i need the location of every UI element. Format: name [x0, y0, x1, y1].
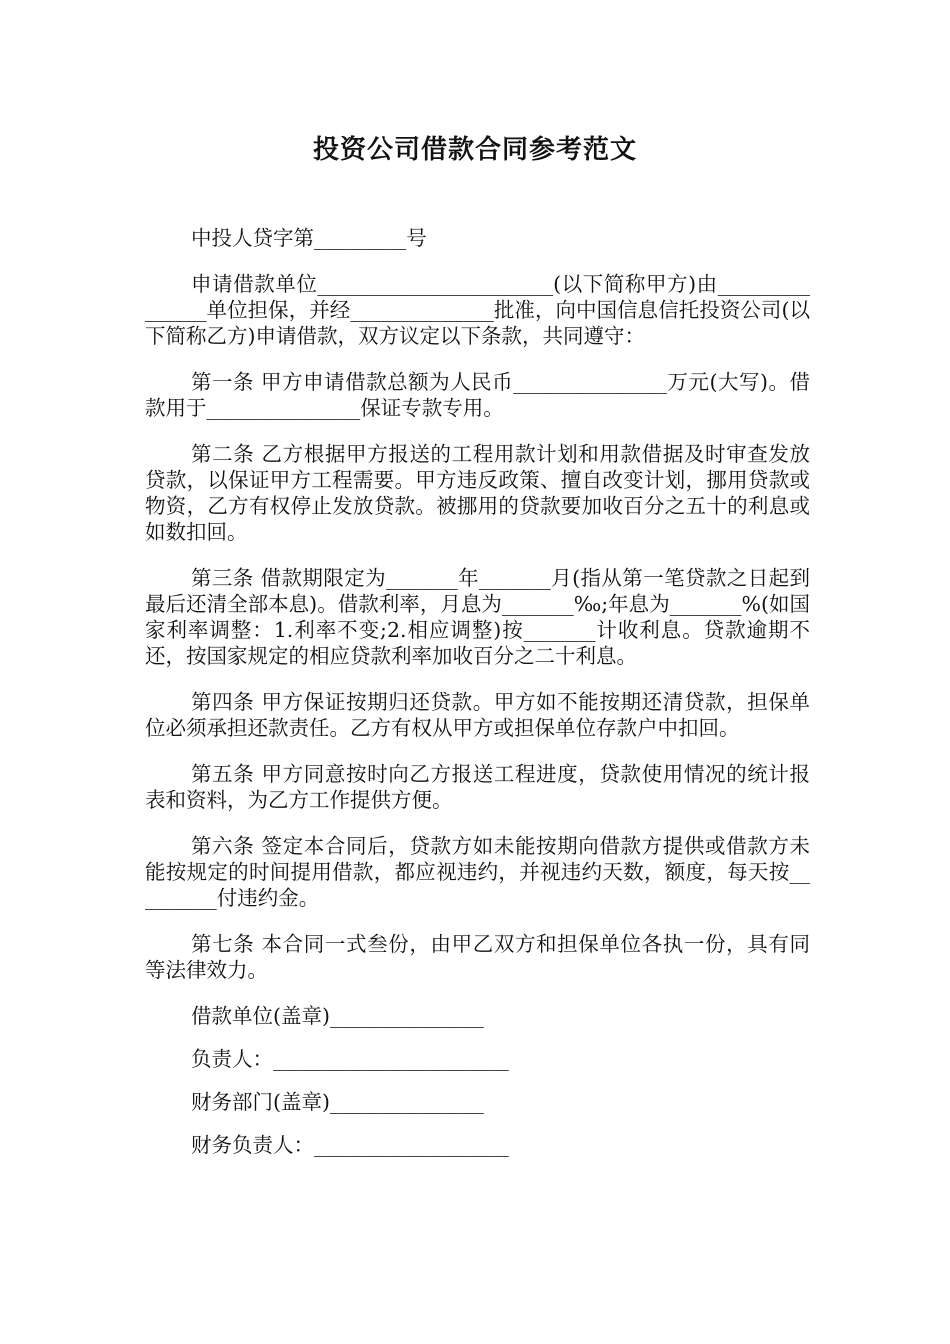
signature-finance-head: 财务负责人：___________________: [191, 1133, 509, 1157]
contract-number-line: 中投人贷字第_________号: [191, 226, 427, 250]
preamble-paragraph: 申请借款单位_______________________(以下简称甲方)由_______________单位担保，并经______________批准，向中国信息信托投资公司(以下简称乙方)申请借款，双方议定以下条款，共同遵守：: [145, 272, 810, 348]
signature-borrower-unit: 借款单位(盖章)_______________: [191, 1004, 484, 1028]
article-7: 第七条 本合同一式叁份，由甲乙双方和担保单位各执一份，具有同等法律效力。: [145, 932, 810, 982]
document-title: 投资公司借款合同参考范文: [312, 135, 637, 165]
article-3: 第三条 借款期限定为_______年_______月(指从第一笔贷款之日起到最后还清全部本息)。借款利率，月息为_______‰;年息为_______%(如国家利率调整：1.利率不变;2.相应调整)按_______计收利息。贷款逾期不还，按国家规定的相应贷款利率加收百分之二十利息。: [145, 566, 810, 668]
signature-responsible-person: 负责人：_______________________: [191, 1047, 509, 1071]
article-4: 第四条 甲方保证按期归还贷款。甲方如不能按期还清贷款，担保单位必须承担还款责任。乙方有权从甲方或担保单位存款户中扣回。: [145, 690, 810, 740]
article-2: 第二条 乙方根据甲方报送的工程用款计划和用款借据及时审查发放贷款，以保证甲方工程需要。甲方违反政策、擅自改变计划，挪用贷款或物资，乙方有权停止发放贷款。被挪用的贷款要加收百分之五十的利息或如数扣回。: [145, 442, 810, 544]
document-body: [145, 225, 810, 1175]
article-6: 第六条 签定本合同后，贷款方如未能按期向借款方提供或借款方未能按规定的时间提用借款，都应视违约，并视违约天数，额度，每天按_________付违约金。: [145, 834, 810, 910]
article-1: 第一条 甲方申请借款总额为人民币_______________万元(大写)。借款用于_______________保证专款专用。: [145, 370, 810, 420]
signature-finance-department: 财务部门(盖章)_______________: [191, 1090, 484, 1114]
article-5: 第五条 甲方同意按时向乙方报送工程进度，贷款使用情况的统计报表和资料，为乙方工作提供方便。: [145, 762, 810, 812]
